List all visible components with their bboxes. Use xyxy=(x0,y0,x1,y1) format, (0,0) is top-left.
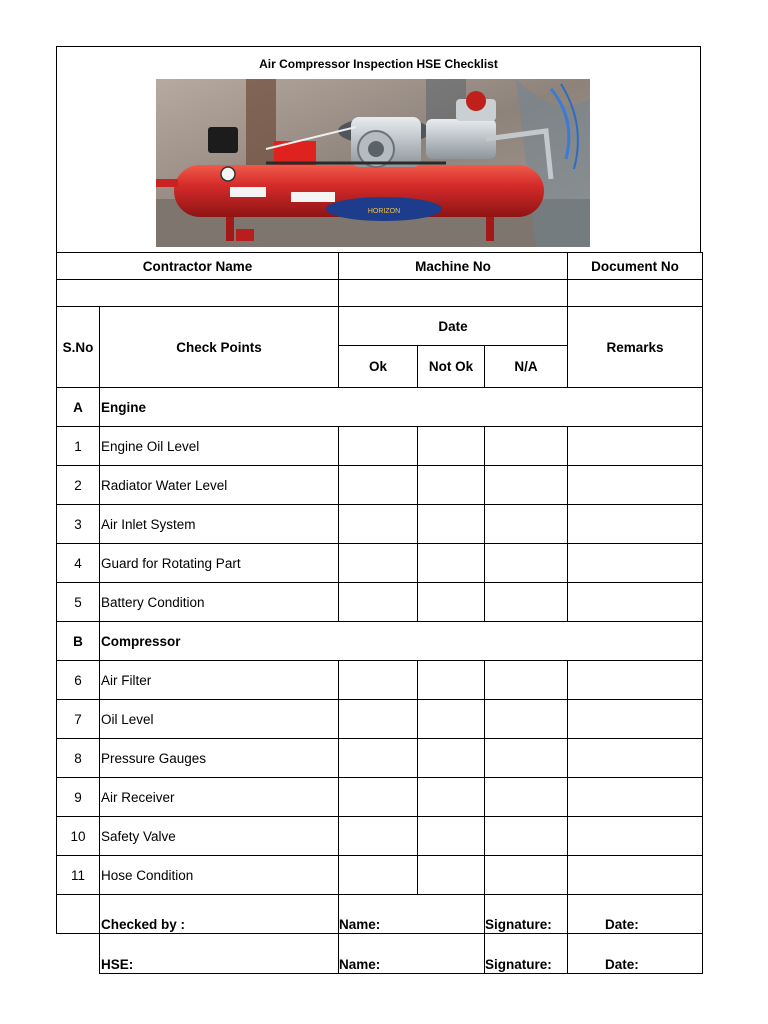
item-number: 3 xyxy=(57,505,100,544)
signature-label: Signature: xyxy=(485,895,568,934)
item-label: Air Receiver xyxy=(100,778,339,817)
remarks-cell[interactable] xyxy=(568,583,703,622)
na-cell[interactable] xyxy=(485,544,568,583)
check-points-header: Check Points xyxy=(100,307,339,388)
not-ok-cell[interactable] xyxy=(418,778,485,817)
sno-header: S.No xyxy=(57,307,100,388)
machine-no-field[interactable] xyxy=(339,280,568,307)
item-number: 9 xyxy=(57,778,100,817)
section-title: Compressor xyxy=(100,622,703,661)
column-header-row xyxy=(57,307,703,346)
not-ok-cell[interactable] xyxy=(418,661,485,700)
not-ok-cell[interactable] xyxy=(418,427,485,466)
na-cell[interactable] xyxy=(485,466,568,505)
date-label: Date: xyxy=(568,895,703,934)
hse-label: HSE: xyxy=(100,934,339,974)
table-row xyxy=(57,505,703,544)
item-label: Oil Level xyxy=(100,700,339,739)
info-value-row xyxy=(57,280,703,307)
item-number: 5 xyxy=(57,583,100,622)
ok-cell[interactable] xyxy=(339,583,418,622)
ok-cell[interactable] xyxy=(339,739,418,778)
item-label: Battery Condition xyxy=(100,583,339,622)
not-ok-header: Not Ok xyxy=(418,346,485,388)
name-label: Name: xyxy=(339,895,485,934)
hse-row xyxy=(57,934,703,974)
air-compressor-photo xyxy=(156,79,590,247)
section-title: Engine xyxy=(100,388,703,427)
table-row xyxy=(57,544,703,583)
not-ok-cell[interactable] xyxy=(418,583,485,622)
footer-spacer xyxy=(57,934,100,974)
section-code: A xyxy=(57,388,100,427)
item-label: Engine Oil Level xyxy=(100,427,339,466)
footer-spacer xyxy=(57,895,100,934)
ok-cell[interactable] xyxy=(339,505,418,544)
ok-cell[interactable] xyxy=(339,817,418,856)
na-cell[interactable] xyxy=(485,856,568,895)
na-cell[interactable] xyxy=(485,739,568,778)
item-number: 1 xyxy=(57,427,100,466)
item-number: 6 xyxy=(57,661,100,700)
not-ok-cell[interactable] xyxy=(418,739,485,778)
header-box xyxy=(56,46,701,252)
date-label: Date: xyxy=(568,934,703,974)
remarks-cell[interactable] xyxy=(568,778,703,817)
remarks-cell[interactable] xyxy=(568,856,703,895)
item-number: 7 xyxy=(57,700,100,739)
remarks-cell[interactable] xyxy=(568,817,703,856)
document-no-header: Document No xyxy=(568,253,703,280)
ok-cell[interactable] xyxy=(339,700,418,739)
na-cell[interactable] xyxy=(485,817,568,856)
ok-cell[interactable] xyxy=(339,544,418,583)
item-number: 4 xyxy=(57,544,100,583)
not-ok-cell[interactable] xyxy=(418,544,485,583)
remarks-cell[interactable] xyxy=(568,700,703,739)
date-header: Date xyxy=(339,307,568,346)
ok-cell[interactable] xyxy=(339,466,418,505)
signature-label: Signature: xyxy=(485,934,568,974)
table-row xyxy=(57,466,703,505)
not-ok-cell[interactable] xyxy=(418,856,485,895)
item-label: Pressure Gauges xyxy=(100,739,339,778)
not-ok-cell[interactable] xyxy=(418,700,485,739)
table-row xyxy=(57,427,703,466)
table-row xyxy=(57,583,703,622)
page-title: Air Compressor Inspection HSE Checklist xyxy=(259,57,498,71)
item-number: 2 xyxy=(57,466,100,505)
item-number: 11 xyxy=(57,856,100,895)
na-cell[interactable] xyxy=(485,427,568,466)
not-ok-cell[interactable] xyxy=(418,466,485,505)
remarks-cell[interactable] xyxy=(568,544,703,583)
table-row xyxy=(57,700,703,739)
section-code: B xyxy=(57,622,100,661)
info-header-row xyxy=(57,253,703,280)
item-label: Hose Condition xyxy=(100,856,339,895)
remarks-cell[interactable] xyxy=(568,505,703,544)
table-row xyxy=(57,817,703,856)
remarks-cell[interactable] xyxy=(568,661,703,700)
contractor-name-header: Contractor Name xyxy=(57,253,339,280)
table-row xyxy=(57,661,703,700)
ok-header: Ok xyxy=(339,346,418,388)
remarks-cell[interactable] xyxy=(568,466,703,505)
item-number: 8 xyxy=(57,739,100,778)
table-row xyxy=(57,778,703,817)
checklist-table xyxy=(56,252,703,974)
remarks-cell[interactable] xyxy=(568,427,703,466)
item-number: 10 xyxy=(57,817,100,856)
na-cell[interactable] xyxy=(485,505,568,544)
na-cell[interactable] xyxy=(485,661,568,700)
not-ok-cell[interactable] xyxy=(418,505,485,544)
ok-cell[interactable] xyxy=(339,427,418,466)
item-label: Air Inlet System xyxy=(100,505,339,544)
na-cell[interactable] xyxy=(485,778,568,817)
ok-cell[interactable] xyxy=(339,856,418,895)
ok-cell[interactable] xyxy=(339,778,418,817)
contractor-name-field[interactable] xyxy=(57,280,339,307)
table-row xyxy=(57,739,703,778)
table-row xyxy=(57,856,703,895)
machine-no-header: Machine No xyxy=(339,253,568,280)
name-label: Name: xyxy=(339,934,485,974)
checked-by-label: Checked by : xyxy=(100,895,339,934)
item-label: Guard for Rotating Part xyxy=(100,544,339,583)
remarks-header: Remarks xyxy=(568,307,703,388)
svg-text:HORIZON: HORIZON xyxy=(367,208,401,215)
checked-by-row xyxy=(57,895,703,934)
remarks-cell[interactable] xyxy=(568,739,703,778)
ok-cell[interactable] xyxy=(339,661,418,700)
item-label: Safety Valve xyxy=(100,817,339,856)
na-cell[interactable] xyxy=(485,700,568,739)
section-row-engine xyxy=(57,388,703,427)
section-row-compressor xyxy=(57,622,703,661)
na-cell[interactable] xyxy=(485,583,568,622)
item-label: Air Filter xyxy=(100,661,339,700)
document-no-field[interactable] xyxy=(568,280,703,307)
not-ok-cell[interactable] xyxy=(418,817,485,856)
na-header: N/A xyxy=(485,346,568,388)
item-label: Radiator Water Level xyxy=(100,466,339,505)
